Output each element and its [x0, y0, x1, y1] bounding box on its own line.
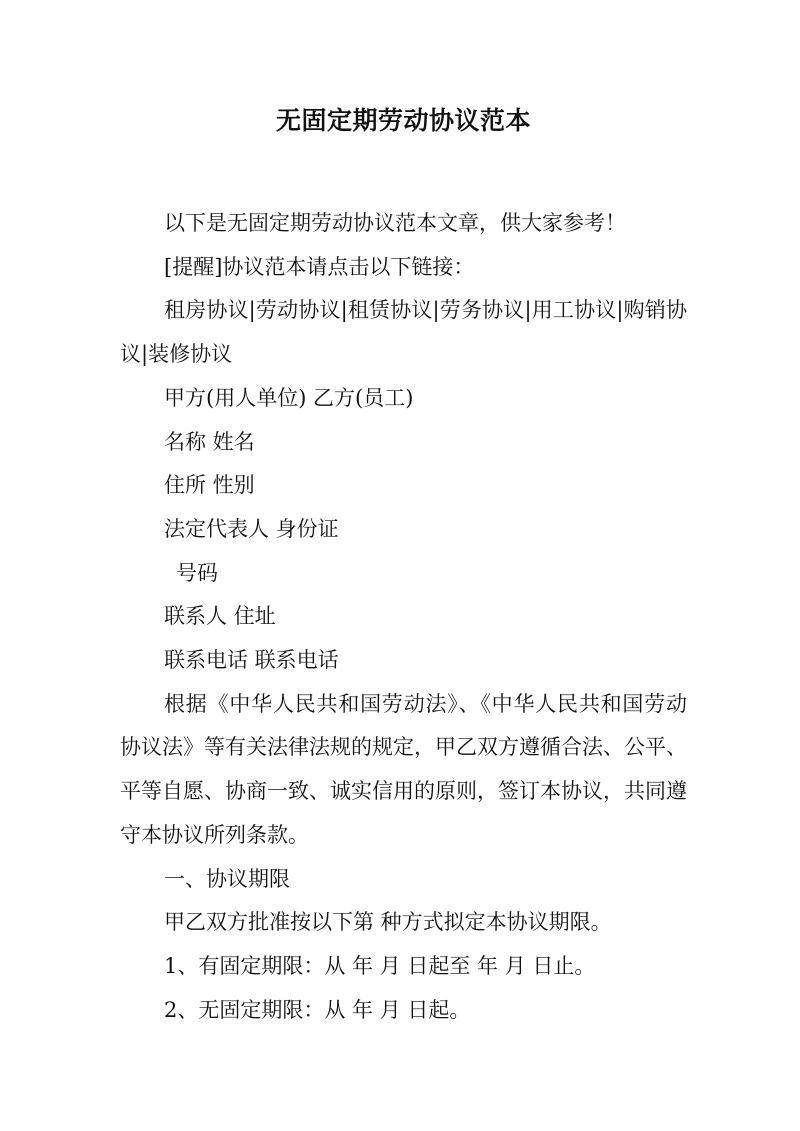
- contact-address-line: 联系人 住址: [164, 604, 276, 629]
- id-number-line: 号码: [176, 560, 218, 585]
- representative-id-line: 法定代表人 身份证: [164, 516, 339, 541]
- agreement-links-paragraph: 租房协议|劳动协议|租赁协议|劳务协议|用工协议|购销协议|装修协议: [120, 298, 687, 367]
- fixed-term-item: 1、有固定期限：从 年 月 日起至 年 月 日止。: [164, 953, 596, 978]
- name-line: 名称 姓名: [164, 429, 255, 454]
- section-heading-term: 一、协议期限: [164, 866, 290, 891]
- legal-basis-paragraph: 根据《中华人民共和国劳动法》、《中华人民共和国劳动协议法》等有关法律法规的规定，甲乙双方遵循合法、公平、平等自愿、协商一致、诚实信用的原则，签订本协议，共同遵守本协议所列条款。: [120, 691, 687, 847]
- term-method-paragraph: 甲乙双方批准按以下第 种方式拟定本协议期限。: [164, 910, 612, 935]
- reminder-paragraph: [提醒]协议范本请点击以下链接：: [164, 254, 475, 279]
- open-ended-term-item: 2、无固定期限：从 年 月 日起。: [164, 997, 471, 1022]
- address-gender-line: 住所 性别: [164, 473, 255, 498]
- party-header-line: 甲方(用人单位) 乙方(员工): [164, 385, 414, 410]
- document-body: [120, 202, 687, 1032]
- intro-paragraph: 以下是无固定期劳动协议范本文章，供大家参考！: [164, 211, 626, 235]
- contact-phone-line: 联系电话 联系电话: [164, 648, 339, 673]
- document-title: 无固定期劳动协议范本: [275, 106, 531, 135]
